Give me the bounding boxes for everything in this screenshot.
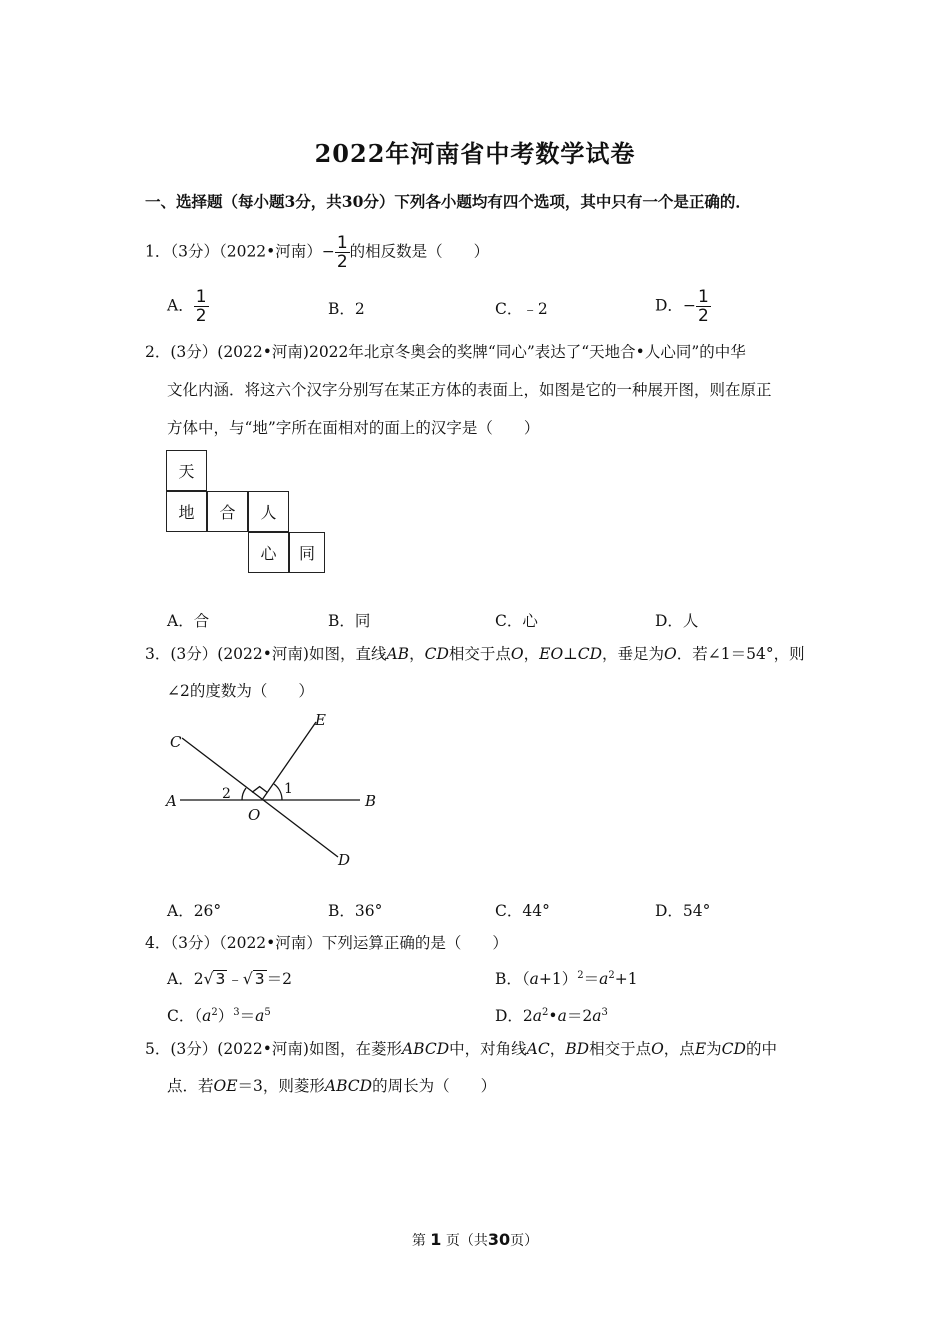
q5-text-b: 中，对角线 bbox=[449, 1040, 527, 1058]
q1-opt-d-label: D． bbox=[655, 296, 683, 315]
q4-b-sup: 2 bbox=[577, 969, 584, 981]
label-d: D bbox=[338, 851, 351, 869]
q5-text-a: 5．(3分）(2022•河南)如图，在菱形 bbox=[145, 1040, 402, 1058]
label-a: A bbox=[166, 792, 177, 810]
cube-face-di: 地 bbox=[166, 491, 207, 532]
q4-a-label: A．2 bbox=[167, 970, 204, 988]
q3-option-c[interactable]: C．44° bbox=[495, 902, 550, 920]
angle-diagram bbox=[160, 705, 400, 880]
q4-b-mid: +1） bbox=[538, 970, 578, 988]
label-o: O bbox=[248, 806, 261, 824]
q5-e: E bbox=[694, 1040, 707, 1058]
cube-net-figure bbox=[166, 450, 326, 575]
q3-comma: ， bbox=[409, 645, 425, 663]
q4-d-label: D．2 bbox=[495, 1007, 533, 1025]
q5-oe: OE bbox=[213, 1077, 238, 1095]
q1-option-a[interactable] bbox=[167, 288, 209, 325]
q2-line-1: 2．(3分）(2022•河南)2022年北京冬奥会的奖牌“同心”表达了“天地合•人心同”的中华 bbox=[145, 343, 746, 361]
q5-text-d: ，点 bbox=[663, 1040, 695, 1058]
q2-line-3: 方体中，与“地”字所在面相对的面上的汉字是（ ） bbox=[167, 419, 540, 437]
cube-face-tian: 天 bbox=[166, 450, 207, 491]
q1-opt-a-den: 2 bbox=[195, 306, 207, 326]
q4-b-label: B．（ bbox=[495, 970, 530, 988]
q3-option-b[interactable]: B．36° bbox=[328, 902, 383, 920]
q4-c-a: a bbox=[202, 1007, 212, 1025]
q3-text-d: ．若∠1＝54°，则 bbox=[676, 645, 805, 663]
q3-text-a: 3．(3分）(2022•河南)如图，直线 bbox=[145, 645, 387, 663]
q4-d-sup2: 3 bbox=[601, 1006, 608, 1018]
cube-face-he: 合 bbox=[207, 491, 248, 532]
q4-a-radicand-2: 3 bbox=[254, 970, 265, 988]
q3-option-a[interactable]: A．26° bbox=[167, 902, 222, 920]
label-c: C bbox=[170, 733, 182, 751]
q4-c-sup2: 3 bbox=[233, 1006, 240, 1018]
q3-option-d[interactable]: D．54° bbox=[655, 902, 711, 920]
q1-opt-a-fraction bbox=[194, 288, 209, 325]
angle-2-arc bbox=[242, 788, 246, 800]
q5-line-2 bbox=[167, 1076, 496, 1096]
q5-cd: CD bbox=[721, 1040, 746, 1058]
q4-c-label: C．（ bbox=[167, 1007, 203, 1025]
q4-a-minus: ﹣ bbox=[227, 970, 243, 988]
q5-text-g: 点．若 bbox=[167, 1077, 214, 1095]
q2-option-c[interactable]: C．心 bbox=[495, 612, 538, 630]
label-e: E bbox=[315, 711, 326, 729]
q4-b-sup2: 2 bbox=[608, 969, 615, 981]
q4-a-radicand-1: 3 bbox=[215, 970, 226, 988]
q3-comma-2: ， bbox=[523, 645, 540, 663]
line-cd bbox=[182, 738, 338, 857]
q5-abcd-2: ABCD bbox=[324, 1077, 373, 1095]
q1-num: 1 bbox=[336, 233, 348, 253]
footer-post: 页） bbox=[510, 1233, 539, 1249]
q4-c-sup3: 5 bbox=[264, 1006, 271, 1018]
q1-den: 2 bbox=[336, 252, 348, 272]
page-total: 30 bbox=[487, 1230, 511, 1249]
q2-option-d[interactable]: D．人 bbox=[655, 612, 699, 630]
q4-stem: 4．（3分）（2022•河南）下列运算正确的是（ ） bbox=[145, 934, 508, 952]
cube-face-tong: 同 bbox=[289, 532, 325, 573]
page-number: 1 bbox=[430, 1230, 442, 1249]
q3-perp: ⊥ bbox=[563, 645, 578, 663]
q4-c-a2: a bbox=[255, 1007, 265, 1025]
q1-opt-a-num: 1 bbox=[195, 287, 207, 307]
q1-option-d[interactable] bbox=[655, 288, 711, 325]
q4-d-a: a bbox=[532, 1007, 543, 1025]
q4-b-eq: ＝ bbox=[583, 970, 600, 988]
q4-a-radical-2: √ 3 bbox=[242, 970, 265, 988]
q3-o: O bbox=[510, 645, 524, 663]
q3-o-2: O bbox=[664, 645, 677, 663]
right-angle-mark bbox=[252, 787, 267, 793]
q4-b-a: a bbox=[529, 970, 539, 988]
q2-option-a[interactable]: A．合 bbox=[167, 612, 210, 630]
q4-b-end: +1 bbox=[614, 970, 638, 988]
cube-face-xin: 心 bbox=[248, 532, 289, 573]
q3-cd: CD bbox=[424, 645, 449, 663]
q4-option-c[interactable] bbox=[167, 1004, 271, 1026]
q4-a-end: ＝2 bbox=[266, 970, 292, 988]
q4-c-close: ） bbox=[217, 1007, 234, 1025]
q1-minus: − bbox=[321, 242, 335, 261]
footer-mid: 页（共 bbox=[445, 1233, 488, 1249]
label-angle-1: 1 bbox=[284, 781, 293, 797]
q3-cd-2: CD bbox=[577, 645, 603, 663]
q4-d-a2: a bbox=[557, 1007, 567, 1025]
q5-abcd: ABCD bbox=[401, 1040, 450, 1058]
q1-suffix: 的相反数是（ ） bbox=[349, 242, 490, 261]
q3-line-1 bbox=[145, 644, 805, 664]
q5-ac: AC bbox=[526, 1040, 550, 1058]
q4-d-eq: ＝2 bbox=[566, 1007, 593, 1025]
q1-opt-d-fraction bbox=[696, 288, 711, 325]
question-1 bbox=[145, 234, 489, 271]
q5-text-c: 相交于点 bbox=[589, 1040, 652, 1058]
q1-opt-d-den: 2 bbox=[697, 306, 709, 326]
footer-pre: 第 bbox=[411, 1233, 426, 1249]
q5-bd: BD bbox=[565, 1040, 590, 1058]
q4-c-eq: ＝ bbox=[239, 1007, 256, 1025]
q5-text-i: 的周长为（ ） bbox=[372, 1077, 497, 1095]
q2-option-b[interactable]: B．同 bbox=[328, 612, 371, 630]
q1-opt-d-minus: − bbox=[682, 296, 696, 315]
q4-c-sup1: 2 bbox=[211, 1006, 218, 1018]
q5-o: O bbox=[651, 1040, 664, 1058]
q5-text-e: 为 bbox=[706, 1040, 722, 1058]
q4-d-sup1: 2 bbox=[542, 1006, 549, 1018]
q2-line-2: 文化内涵．将这六个汉字分别写在某正方体的表面上，如图是它的一种展开图，则在原正 bbox=[167, 381, 772, 399]
q4-a-radical-1: √ 3 bbox=[203, 970, 226, 988]
label-angle-2: 2 bbox=[222, 786, 231, 802]
q1-option-c[interactable]: C．﹣2 bbox=[495, 300, 548, 318]
q5-text-h: ＝3，则菱形 bbox=[237, 1077, 325, 1095]
q1-opt-d-num: 1 bbox=[697, 287, 709, 307]
cube-face-ren: 人 bbox=[248, 491, 289, 532]
q3-ab: AB bbox=[386, 645, 410, 663]
q1-option-b[interactable]: B．2 bbox=[328, 300, 365, 318]
q1-opt-a-label: A． bbox=[167, 296, 194, 315]
q5-line-1 bbox=[145, 1039, 777, 1059]
page-footer bbox=[0, 1230, 950, 1250]
q4-option-d[interactable] bbox=[495, 1004, 608, 1026]
q1-prefix: 1．（3分）（2022•河南） bbox=[145, 242, 322, 261]
q5-text-f: 的中 bbox=[745, 1040, 777, 1058]
q3-eo: EO bbox=[539, 645, 564, 663]
label-b: B bbox=[365, 792, 377, 810]
q4-b-a2: a bbox=[599, 970, 609, 988]
section-heading: 一、选择题（每小题3分，共30分）下列各小题均有四个选项，其中只有一个是正确的． bbox=[145, 192, 751, 211]
q4-d-a3: a bbox=[592, 1007, 602, 1025]
q4-option-a[interactable] bbox=[167, 967, 292, 989]
page-title: 2022年河南省中考数学试卷 bbox=[314, 139, 636, 168]
q4-option-b[interactable] bbox=[495, 967, 638, 989]
q3-text-b: 相交于点 bbox=[448, 645, 511, 663]
q3-line-2: ∠2的度数为（ ） bbox=[167, 682, 314, 700]
q1-fraction bbox=[335, 234, 350, 271]
q4-d-dot: • bbox=[548, 1007, 558, 1025]
q5-comma: ， bbox=[549, 1040, 566, 1058]
q3-text-c: ，垂足为 bbox=[602, 645, 665, 663]
angle-1-arc bbox=[274, 784, 282, 800]
